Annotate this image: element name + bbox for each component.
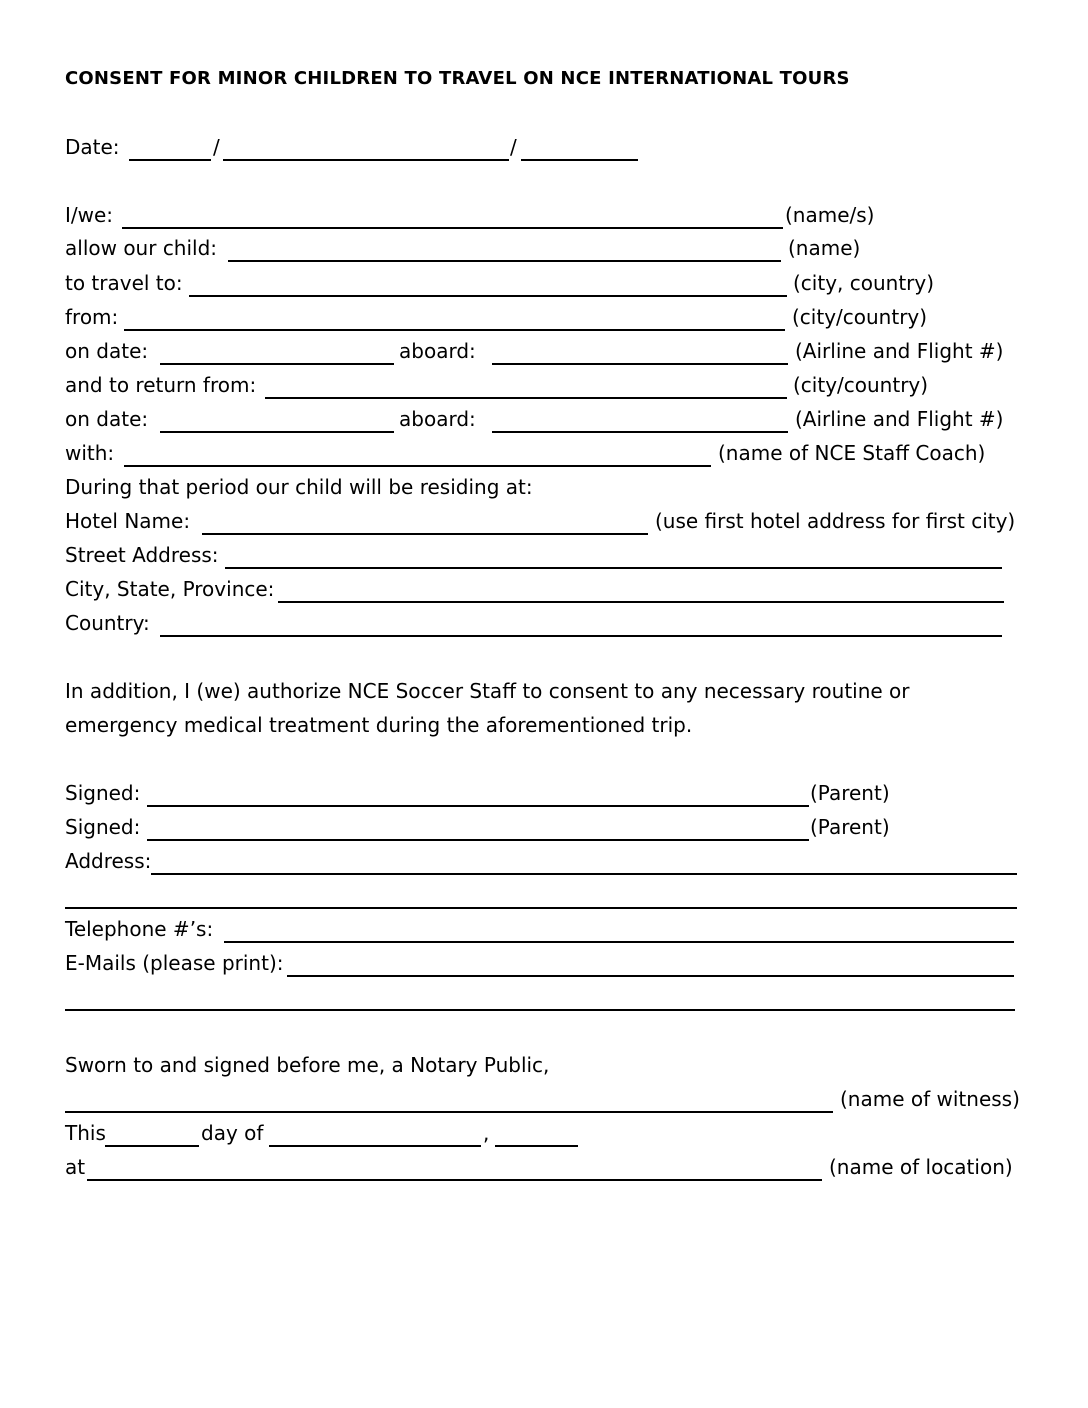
date-month-field[interactable] — [223, 159, 509, 161]
emails-row-continued — [65, 982, 1025, 1012]
from-label: from: — [65, 305, 119, 329]
date-year-field[interactable] — [521, 159, 638, 161]
signed-suffix: (Parent) — [810, 781, 890, 805]
child-name-field[interactable] — [228, 260, 781, 262]
iwe-suffix: (name/s) — [785, 203, 875, 227]
country-row — [65, 608, 1025, 638]
iwe-row — [65, 200, 965, 230]
emails-row — [65, 948, 1025, 978]
address-field-line2[interactable] — [65, 907, 1017, 909]
signed-parent-row — [65, 812, 965, 842]
city-state-label: City, State, Province: — [65, 577, 275, 601]
address-field[interactable] — [151, 873, 1017, 875]
residing-text: During that period our child will be residing at: — [65, 475, 533, 499]
hotel-row — [65, 506, 1025, 536]
child-label: allow our child: — [65, 236, 218, 260]
residing-row — [65, 472, 965, 502]
child-row — [65, 233, 965, 263]
signed-suffix: (Parent) — [810, 815, 890, 839]
travel-to-row — [65, 268, 965, 298]
date-label: Date: — [65, 135, 120, 159]
witness-name-field[interactable] — [65, 1111, 833, 1113]
parent-signature-field[interactable] — [147, 805, 809, 807]
return-aboard-label: aboard: — [399, 407, 476, 431]
country-field[interactable] — [160, 635, 1002, 637]
travel-to-suffix: (city, country) — [793, 271, 935, 295]
return-origin-field[interactable] — [265, 397, 787, 399]
return-date-field[interactable] — [160, 431, 394, 433]
witness-suffix: (name of witness) — [840, 1087, 1020, 1111]
return-from-suffix: (city/country) — [793, 373, 929, 397]
staff-coach-field[interactable] — [124, 465, 711, 467]
departure-flight-field[interactable] — [492, 363, 788, 365]
return-row — [65, 404, 1025, 434]
from-suffix: (city/country) — [792, 305, 928, 329]
authorization-line: In addition, I (we) authorize NCE Soccer Staff to consent to any necessary routine or — [65, 679, 910, 703]
departure-date-field[interactable] — [160, 363, 394, 365]
date-separator: / — [510, 135, 517, 159]
date-day-field[interactable] — [129, 159, 211, 161]
form-title: CONSENT FOR MINOR CHILDREN TO TRAVEL ON NCE INTERNATIONAL TOURS — [65, 68, 850, 89]
return-date-label: on date: — [65, 407, 149, 431]
country-label: Country: — [65, 611, 150, 635]
hotel-name-field[interactable] — [202, 533, 648, 535]
return-from-label: and to return from: — [65, 373, 257, 397]
date-separator: / — [213, 135, 220, 159]
this-label: This — [65, 1121, 106, 1145]
emails-label: E-Mails (please print): — [65, 951, 284, 975]
departure-aboard-label: aboard: — [399, 339, 476, 363]
location-suffix: (name of location) — [829, 1155, 1013, 1179]
signed-parent-row — [65, 778, 965, 808]
telephone-field[interactable] — [224, 941, 1014, 943]
departure-date-label: on date: — [65, 339, 149, 363]
city-state-field[interactable] — [278, 601, 1004, 603]
with-suffix: (name of NCE Staff Coach) — [718, 441, 986, 465]
address-row — [65, 846, 1025, 876]
authorization-paragraph — [65, 674, 1025, 742]
city-state-row — [65, 574, 1025, 604]
street-row — [65, 540, 1025, 570]
location-field[interactable] — [87, 1179, 822, 1181]
from-row — [65, 302, 965, 332]
iwe-label: I/we: — [65, 203, 114, 227]
return-flight-field[interactable] — [492, 431, 788, 433]
notary-row — [65, 1050, 965, 1080]
year-field[interactable] — [495, 1145, 578, 1147]
with-label: with: — [65, 441, 115, 465]
departure-suffix: (Airline and Flight #) — [795, 339, 1004, 363]
this-day-row — [65, 1118, 665, 1148]
destination-field[interactable] — [189, 295, 787, 297]
day-of-label: day of — [201, 1121, 264, 1145]
address-label: Address: — [65, 849, 152, 873]
witness-row — [65, 1084, 1035, 1114]
authorization-line: emergency medical treatment during the aforementioned trip. — [65, 713, 693, 737]
signed-label: Signed: — [65, 781, 141, 805]
telephone-row — [65, 914, 1025, 944]
origin-field[interactable] — [124, 329, 785, 331]
emails-field-line2[interactable] — [65, 1009, 1015, 1011]
notary-text: Sworn to and signed before me, a Notary Public, — [65, 1053, 550, 1077]
hotel-label: Hotel Name: — [65, 509, 191, 533]
date-row — [65, 132, 665, 162]
departure-row — [65, 336, 1025, 366]
return-suffix: (Airline and Flight #) — [795, 407, 1004, 431]
street-label: Street Address: — [65, 543, 219, 567]
at-label: at — [65, 1155, 86, 1179]
child-suffix: (name) — [788, 236, 861, 260]
signed-label: Signed: — [65, 815, 141, 839]
parent-names-field[interactable] — [122, 227, 783, 229]
return-from-row — [65, 370, 965, 400]
location-row — [65, 1152, 1045, 1182]
hotel-suffix: (use first hotel address for first city) — [655, 509, 1016, 533]
telephone-label: Telephone #’s: — [65, 917, 214, 941]
street-address-field[interactable] — [225, 567, 1002, 569]
emails-field[interactable] — [287, 975, 1014, 977]
date-comma: , — [483, 1121, 490, 1145]
travel-to-label: to travel to: — [65, 271, 183, 295]
month-field[interactable] — [269, 1145, 481, 1147]
with-row — [65, 438, 1025, 468]
address-row-continued — [65, 880, 1025, 910]
day-field[interactable] — [105, 1145, 199, 1147]
parent-signature-field[interactable] — [147, 839, 809, 841]
